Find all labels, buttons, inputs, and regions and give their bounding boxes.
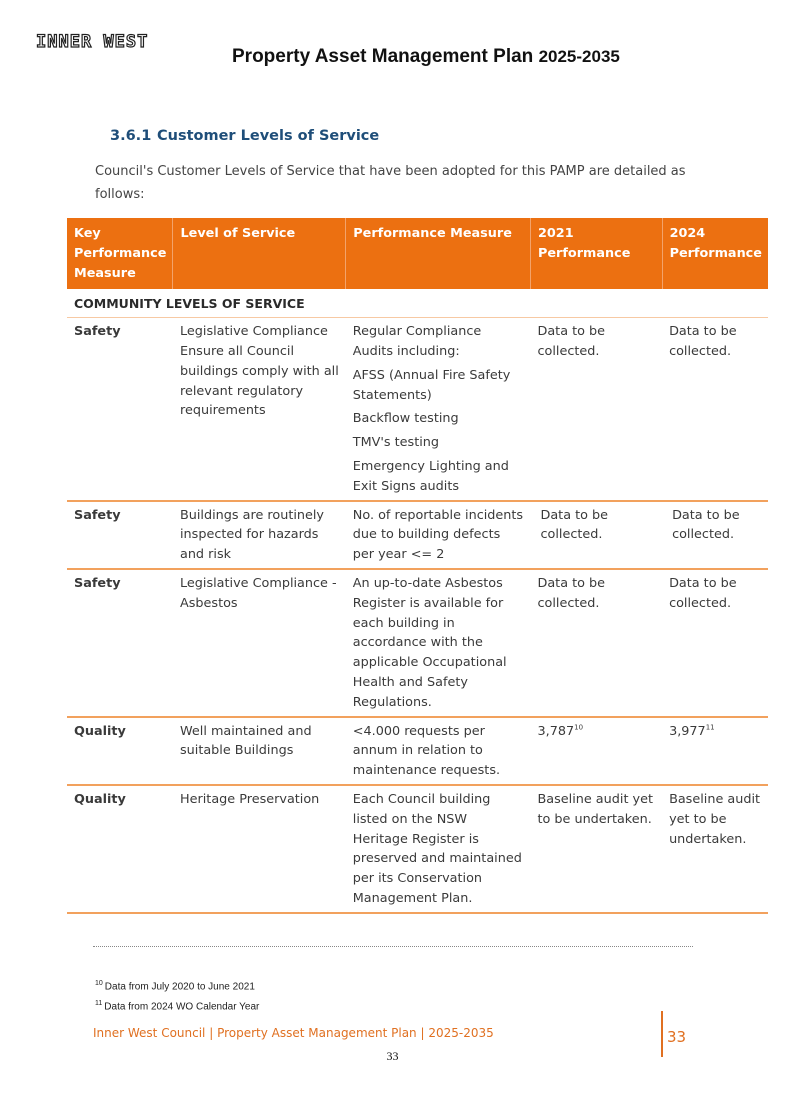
performance-measure-cell [346, 785, 531, 913]
footnote-number: 11 [95, 1000, 103, 1008]
footnote-text: Data from July 2020 to June 2021 [104, 981, 255, 993]
performance-measure-cell [346, 318, 531, 501]
performance-measure-line: No. of reportable incidents due to building defects per year <= 2 [352, 507, 524, 563]
header-kpm: Key Performance Measure [67, 218, 173, 289]
performance-measure-line: Backflow testing [352, 411, 459, 427]
performance-2021-cell: Data to be collected. [530, 569, 662, 717]
performance-2021-cell: Data to be collected. [530, 318, 662, 501]
page-number: 33 [386, 1049, 399, 1063]
footnote [95, 995, 259, 1015]
footnote [95, 975, 259, 995]
levels-of-service-table [67, 218, 768, 914]
section-title: Customer Levels of Service [157, 128, 380, 144]
performance-2024-cell: Data to be collected. [662, 318, 768, 501]
header-level-of-service: Level of Service [173, 218, 346, 289]
performance-2024-cell [662, 717, 768, 785]
table-row [67, 785, 768, 913]
level-of-service-cell: Well maintained and suitable Buildings [173, 717, 346, 785]
kpm-cell: Quality [67, 785, 173, 913]
performance-measure-line: Each Council building listed on the NSW Heritage Register is preserved and maintained per its Conservation Management Plan. [352, 791, 522, 906]
performance-measure-line: <4.000 requests per annum in relation to maintenance requests. [352, 723, 501, 779]
level-of-service-cell: Legislative Compliance Ensure all Council buildings comply with all relevant regulatory requirements [173, 318, 346, 501]
footnote-ref[interactable]: 11 [705, 723, 715, 732]
document-title-text: Property Asset Management Plan [232, 46, 534, 67]
table-row [67, 501, 768, 569]
table-row [67, 569, 768, 717]
section-number: 3.6.1 [110, 128, 152, 144]
level-of-service-cell: Legislative Compliance - Asbestos [173, 569, 346, 717]
footnote-separator [93, 946, 693, 947]
performance-2021-cell: Data to be collected. [530, 501, 662, 569]
level-of-service-cell: Buildings are routinely inspected for hazards and risk [173, 501, 346, 569]
kpm-cell: Safety [67, 501, 173, 569]
performance-measure-cell [346, 717, 531, 785]
table-header-row [67, 218, 768, 289]
kpm-cell: Quality [67, 717, 173, 785]
performance-2024-cell: Data to be collected. [662, 501, 768, 569]
performance-measure-line: Regular Compliance Audits including: [352, 324, 482, 359]
level-of-service-cell: Heritage Preservation [173, 785, 346, 913]
table-group-row [67, 289, 768, 317]
performance-measure-cell [346, 569, 531, 717]
performance-measure-line: TMV's testing [352, 435, 439, 451]
performance-2021-cell [530, 717, 662, 785]
performance-measure-line: An up-to-date Asbestos Register is available for each building in accordance with the applicable Occupational Health and Safety Regulations. [352, 575, 507, 710]
performance-measure-line: AFSS (Annual Fire Safety Statements) [352, 367, 511, 403]
section-heading [110, 128, 379, 144]
kpm-cell: Safety [67, 318, 173, 501]
header-2024-performance: 2024 Performance [662, 218, 768, 289]
kpm-cell: Safety [67, 569, 173, 717]
footer-text: Inner West Council | Property Asset Management Plan | 2025-2035 [93, 1026, 494, 1040]
footnote-number: 10 [95, 980, 103, 987]
performance-value: 3,787 [537, 723, 575, 739]
table-row [67, 717, 768, 785]
performance-2021-cell: Baseline audit yet to be undertaken. [530, 785, 662, 913]
footnote-ref[interactable]: 10 [574, 723, 584, 732]
header-performance-measure: Performance Measure [346, 218, 531, 289]
performance-measure-cell [346, 501, 531, 569]
table-row [67, 318, 768, 501]
footer-page-number: 33 [667, 1028, 687, 1046]
document-title [232, 46, 620, 68]
performance-measure-line: Emergency Lighting and Exit Signs audits [352, 458, 509, 494]
performance-2024-cell: Baseline audit yet to be undertaken. [662, 785, 768, 913]
performance-value: 3,977 [669, 723, 706, 739]
group-label: COMMUNITY LEVELS OF SERVICE [67, 289, 768, 317]
document-title-years: 2025-2035 [538, 47, 620, 66]
inner-west-logo: INNER WEST [36, 32, 149, 52]
section-intro: Council's Customer Levels of Service that have been adopted for this PAMP are detailed as follows: [95, 164, 686, 202]
header-2021-performance: 2021 Performance [530, 218, 662, 289]
footnote-text: Data from 2024 WO Calendar Year [104, 1001, 260, 1013]
performance-2024-cell: Data to be collected. [662, 569, 768, 717]
footnotes [95, 975, 259, 1016]
